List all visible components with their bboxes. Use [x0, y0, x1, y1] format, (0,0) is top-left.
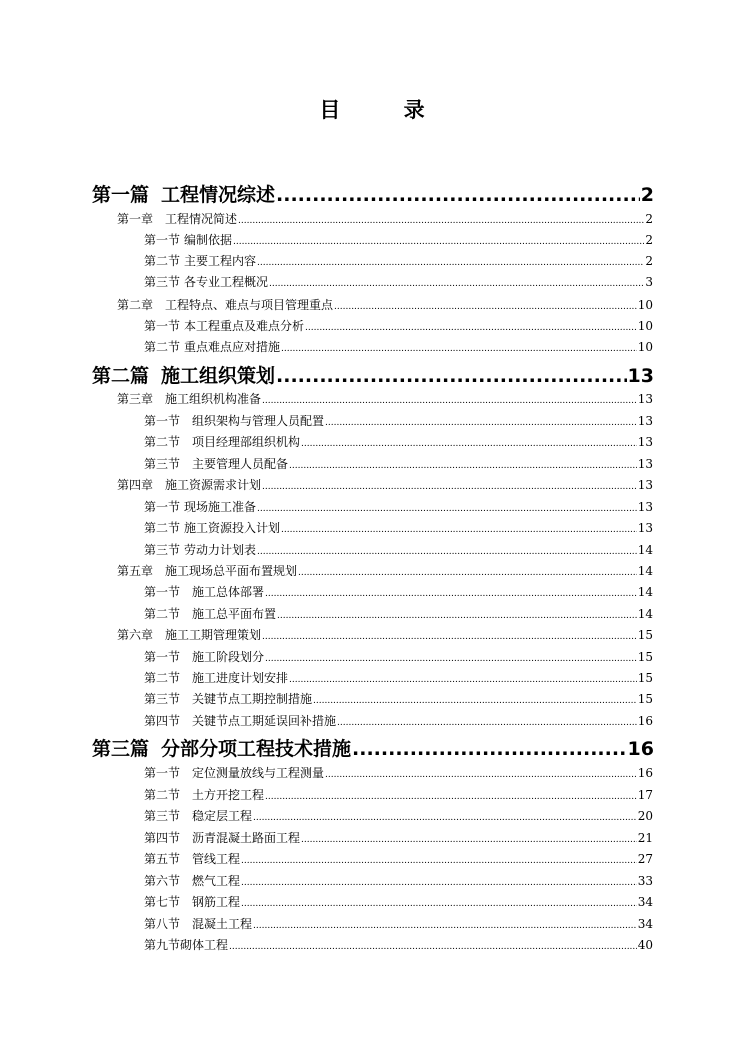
toc-entry-label: 第三节: [144, 809, 181, 823]
toc-entry-label: 第三节: [144, 692, 181, 706]
toc-entry-chapter[interactable]: [117, 296, 653, 313]
leader-dots: [301, 439, 637, 449]
toc-entry-label: 第二节: [144, 607, 181, 621]
toc-entry-text: 现场施工准备: [184, 500, 257, 514]
toc-entry-label: 第一节: [144, 650, 181, 664]
toc-entry-text: 本工程重点及难点分析: [184, 319, 305, 333]
toc-entry-text: 分部分项工程技术措施: [161, 738, 352, 760]
toc-entry-text: 各专业工程概况: [184, 275, 269, 289]
toc-entry-label: 第五章: [117, 564, 154, 578]
toc-entry-section[interactable]: [144, 605, 653, 622]
toc-entry-label: 第七节: [144, 895, 181, 909]
leader-dots: [305, 323, 637, 333]
toc-entry-text: 劳动力计划表: [184, 543, 257, 557]
leader-dots: [262, 632, 637, 642]
toc-entry-part[interactable]: [92, 361, 654, 388]
leader-dots: [262, 396, 637, 406]
toc-entry-label: 第一章: [117, 212, 154, 226]
toc-entry-page: 13: [637, 435, 653, 449]
toc-entry-page: 16: [637, 766, 653, 780]
leader-dots: [265, 589, 637, 599]
toc-entry-label: 第二节: [144, 788, 181, 802]
leader-dots: [325, 418, 637, 428]
leader-dots: [337, 718, 637, 728]
toc-entry-page: 15: [637, 650, 653, 664]
toc-entry-page: 13: [627, 365, 654, 387]
toc-entry-label: 第一篇: [92, 184, 150, 206]
toc-entry-section[interactable]: [144, 541, 653, 558]
leader-dots: [313, 696, 637, 706]
toc-entry-text: 主要管理人员配备: [192, 457, 289, 471]
toc-entry-text: 管线工程: [192, 852, 241, 866]
toc-entry-section[interactable]: [144, 936, 653, 953]
toc-entry-page: 10: [637, 340, 653, 354]
toc-entry-text: 施工工期管理策划: [165, 628, 262, 642]
toc-entry-text: 编制依据: [184, 233, 233, 247]
toc-entry-section[interactable]: [144, 583, 653, 600]
toc-entry-section[interactable]: [144, 807, 653, 824]
toc-entry-page: 14: [637, 564, 653, 578]
toc-entry-text: 施工组织策划: [161, 365, 276, 387]
toc-entry-text: 稳定层工程: [192, 809, 253, 823]
toc-entry-text: 工程情况综述: [161, 184, 276, 206]
toc-entry-section[interactable]: [144, 252, 653, 269]
toc-entry-page: 17: [637, 788, 653, 802]
toc-entry-page: 34: [637, 917, 653, 931]
toc-entry-page: 20: [637, 809, 653, 823]
toc-entry-text: 施工阶段划分: [192, 650, 265, 664]
toc-entry-page: 3: [645, 275, 653, 289]
toc-entry-label: 第三篇: [92, 738, 150, 760]
toc-entry-label: 第六章: [117, 628, 154, 642]
toc-entry-label: 第二章: [117, 298, 154, 312]
leader-dots: [269, 279, 644, 289]
toc-entry-section[interactable]: [144, 498, 653, 515]
toc-entry-chapter[interactable]: [117, 476, 653, 493]
toc-entry-label: 第二节: [144, 254, 181, 268]
leader-dots: [257, 258, 644, 268]
toc-entry-label: 第二节: [144, 521, 181, 535]
leader-dots: [257, 547, 637, 557]
leader-dots: [301, 835, 637, 845]
toc-entry-part[interactable]: [92, 734, 654, 761]
leader-dots: [281, 525, 637, 535]
toc-entry-chapter[interactable]: [117, 562, 653, 579]
toc-entry-label: 第五节: [144, 852, 181, 866]
leader-dots: [298, 568, 637, 578]
toc-entry-page: 13: [637, 521, 653, 535]
toc-entry-section[interactable]: [144, 231, 653, 248]
toc-entry-label: 第一节: [144, 766, 181, 780]
toc-entry-label: 第四节: [144, 714, 181, 728]
toc-entry-label: 第一节: [144, 319, 181, 333]
toc-entry-label: 第三节: [144, 543, 181, 557]
leader-dots: [241, 899, 637, 909]
leader-dots: [241, 856, 637, 866]
toc-entry-label: 第二节: [144, 340, 181, 354]
toc-entry-page: 14: [637, 543, 653, 557]
toc-entry-text: 施工总体部署: [192, 585, 265, 599]
toc-entry-page: 40: [637, 938, 653, 952]
toc-entry-page: 27: [637, 852, 653, 866]
leader-dots: [265, 792, 637, 802]
toc-entry-label: 第一节: [144, 585, 181, 599]
toc-entry-section[interactable]: [144, 915, 653, 932]
toc-entry-text: 工程情况简述: [165, 212, 238, 226]
leader-dots: [229, 942, 637, 952]
toc-entry-chapter[interactable]: [117, 390, 653, 407]
leader-dots: [289, 675, 637, 685]
toc-entry-label: 第九节: [144, 938, 181, 952]
toc-entry-page: 13: [637, 392, 653, 406]
toc-entry-section[interactable]: [144, 690, 653, 707]
toc-entry-text: 主要工程内容: [184, 254, 257, 268]
toc-entry-text: 定位测量放线与工程测量: [192, 766, 325, 780]
toc-entry-page: 34: [637, 895, 653, 909]
toc-entry-text: 施工资源投入计划: [184, 521, 281, 535]
leader-dots: [277, 611, 637, 621]
toc-entry-text: 施工总平面布置: [192, 607, 277, 621]
toc-entry-section[interactable]: [144, 412, 653, 429]
toc-entry-section[interactable]: [144, 829, 653, 846]
toc-entry-label: 第一节: [144, 233, 181, 247]
toc-entry-section[interactable]: [144, 455, 653, 472]
toc-entry-section[interactable]: [144, 712, 653, 729]
toc-entry-label: 第三节: [144, 275, 181, 289]
toc-entry-section[interactable]: [144, 872, 653, 889]
leader-dots: [257, 504, 637, 514]
toc-entry-chapter[interactable]: [117, 626, 653, 643]
toc-entry-label: 第六节: [144, 874, 181, 888]
toc-entry-section[interactable]: [144, 850, 653, 867]
leader-dots: [276, 365, 627, 387]
leader-dots: [262, 482, 637, 492]
toc-entry-chapter[interactable]: [117, 210, 653, 227]
toc-entry-page: 2: [645, 212, 653, 226]
leader-dots: [253, 921, 637, 931]
toc-entry-section[interactable]: [144, 433, 653, 450]
toc-entry-text: 砌体工程: [180, 938, 229, 952]
toc-entry-label: 第四节: [144, 831, 181, 845]
toc-entry-section[interactable]: [144, 273, 653, 290]
leader-dots: [253, 813, 637, 823]
toc-entry-text: 沥青混凝土路面工程: [192, 831, 301, 845]
toc-entry-page: 15: [637, 692, 653, 706]
toc-entry-page: 10: [637, 298, 653, 312]
toc-entry-label: 第二节: [144, 435, 181, 449]
leader-dots: [334, 302, 637, 312]
toc-entry-page: 21: [637, 831, 653, 845]
leader-dots: [265, 654, 637, 664]
toc-entry-label: 第二节: [144, 671, 181, 685]
toc-entry-page: 15: [637, 671, 653, 685]
toc-entry-text: 施工现场总平面布置规划: [165, 564, 298, 578]
toc-entry-page: 2: [645, 254, 653, 268]
toc-title: 目 录: [319, 98, 453, 122]
toc-entry-label: 第一节: [144, 500, 181, 514]
toc-entry-text: 燃气工程: [192, 874, 241, 888]
toc-entry-label: 第三章: [117, 392, 154, 406]
toc-entry-section[interactable]: [144, 893, 653, 910]
leader-dots: [352, 738, 627, 760]
toc-entry-text: 钢筋工程: [192, 895, 241, 909]
toc-entry-text: 工程特点、难点与项目管理重点: [165, 298, 334, 312]
toc-entry-text: 关键节点工期延误回补措施: [192, 714, 337, 728]
leader-dots: [276, 184, 640, 206]
toc-entry-section[interactable]: [144, 786, 653, 803]
toc-entry-label: 第三节: [144, 457, 181, 471]
toc-entry-text: 重点难点应对措施: [184, 340, 281, 354]
toc-entry-label: 第四章: [117, 478, 154, 492]
toc-entry-page: 13: [637, 478, 653, 492]
toc-entry-label: 第二篇: [92, 365, 150, 387]
toc-entry-section[interactable]: [144, 764, 653, 781]
toc-entry-page: 15: [637, 628, 653, 642]
toc-entry-text: 关键节点工期控制措施: [192, 692, 313, 706]
toc-entry-section[interactable]: [144, 648, 653, 665]
toc-entry-text: 施工进度计划安排: [192, 671, 289, 685]
leader-dots: [325, 770, 637, 780]
toc-entry-section[interactable]: [144, 519, 653, 536]
toc-entry-page: 16: [627, 738, 654, 760]
toc-entry-page: 13: [637, 414, 653, 428]
toc-entry-page: 14: [637, 585, 653, 599]
toc-entry-page: 33: [637, 874, 653, 888]
toc-entry-page: 2: [640, 184, 654, 206]
toc-entry-section[interactable]: [144, 338, 653, 355]
toc-entry-text: 项目经理部组织机构: [192, 435, 301, 449]
leader-dots: [241, 878, 637, 888]
toc-entry-page: 2: [645, 233, 653, 247]
toc-entry-section[interactable]: [144, 317, 653, 334]
toc-entry-section[interactable]: [144, 669, 653, 686]
toc-entry-label: 第一节: [144, 414, 181, 428]
toc-entry-page: 14: [637, 607, 653, 621]
toc-entry-page: 16: [637, 714, 653, 728]
toc-entry-text: 土方开挖工程: [192, 788, 265, 802]
leader-dots: [281, 344, 637, 354]
toc-entry-page: 10: [637, 319, 653, 333]
toc-entry-text: 施工组织机构准备: [165, 392, 262, 406]
toc-entry-text: 混凝土工程: [192, 917, 253, 931]
toc-entry-page: 13: [637, 500, 653, 514]
toc-entry-part[interactable]: [92, 180, 654, 207]
leader-dots: [238, 216, 644, 226]
toc-entry-text: 施工资源需求计划: [165, 478, 262, 492]
toc-entry-page: 13: [637, 457, 653, 471]
leader-dots: [289, 461, 637, 471]
toc-entry-label: 第八节: [144, 917, 181, 931]
toc-entry-text: 组织架构与管理人员配置: [192, 414, 325, 428]
leader-dots: [233, 237, 644, 247]
